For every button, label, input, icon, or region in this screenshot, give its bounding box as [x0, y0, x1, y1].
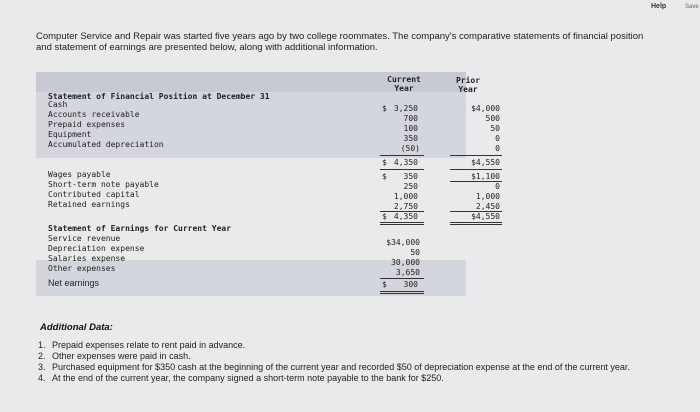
additional-data-title: Additional Data: — [40, 322, 113, 333]
row-label-service-revenue: Service revenue — [48, 234, 121, 243]
list-item-text: Prepaid expenses relate to rent paid in advance. — [52, 340, 246, 350]
note-prior: 0 — [495, 182, 500, 191]
capital-prior: 1,000 — [475, 192, 500, 201]
list-item-text: At the end of the current year, the company signed a short-term note payable to the bank for $250. — [52, 373, 444, 383]
row-label-retained-earnings: Retained earnings — [48, 200, 130, 209]
additional-data-list — [38, 340, 678, 384]
net-earnings-dollar-sign: $ — [382, 280, 387, 289]
row-label-short-term-note: Short-term note payable — [48, 180, 159, 189]
list-item-number: 4. — [38, 373, 46, 383]
wages-line-prior — [450, 181, 502, 182]
prepaid-prior: 50 — [490, 124, 500, 133]
wages-prior: $1,100 — [471, 172, 500, 181]
accum-dep-prior: 0 — [495, 144, 500, 153]
ar-prior: 500 — [485, 114, 500, 123]
wages-current: 350 — [403, 172, 418, 181]
salaries-expense-current: 30,000 — [391, 258, 420, 267]
service-revenue-current: $34,000 — [386, 238, 420, 247]
wages-dollar-sign: $ — [382, 172, 387, 181]
row-label-cash: Cash — [48, 100, 68, 109]
problem-intro: Computer Service and Repair was started five years ago by two college roommates. The company's comparative statements of financial position and statement of earnings are presented below, along with additional information. — [36, 31, 644, 53]
total-le-dollar-sign: $ — [382, 212, 387, 221]
total-le-double-line-prior — [450, 222, 502, 223]
net-earnings-double-line-2 — [380, 293, 424, 294]
row-label-accumulated-depreciation: Accumulated depreciation — [48, 140, 164, 149]
cash-dollar-sign: $ — [382, 104, 387, 113]
ar-current: 700 — [403, 114, 418, 123]
list-item — [38, 340, 678, 351]
total-assets-dollar-sign: $ — [382, 158, 387, 167]
financial-statements-table — [36, 66, 500, 296]
list-item — [38, 351, 678, 362]
row-label-other-expenses: Other expenses — [48, 264, 116, 273]
list-item-text: Other expenses were paid in cash. — [52, 351, 191, 361]
save-link[interactable]: Save — [685, 4, 699, 10]
total-le-double-line-current-2 — [380, 224, 424, 225]
retained-current: 2,750 — [393, 202, 418, 211]
row-label-net-earnings: Net earnings — [48, 278, 100, 288]
equipment-current: 350 — [403, 134, 418, 143]
depreciation-expense-current: 50 — [410, 248, 420, 257]
accum-dep-current: (50) — [400, 144, 420, 153]
capital-current: 1,000 — [393, 192, 418, 201]
row-label-depreciation-expense: Depreciation expense — [48, 244, 145, 253]
total-assets-current: 4,350 — [393, 158, 418, 167]
total-assets-line-prior — [450, 169, 502, 170]
total-assets-prior: $4,550 — [471, 158, 500, 167]
other-expenses-current: 3,650 — [395, 268, 420, 277]
net-earnings-top-line — [380, 278, 424, 279]
total-assets-line-current — [380, 169, 424, 170]
row-label-contributed-capital: Contributed capital — [48, 190, 140, 199]
list-item-number: 3. — [38, 362, 46, 372]
soe-title: Statement of Earnings for Current Year — [48, 224, 232, 233]
sfp-title: Statement of Financial Position at December 31 — [48, 92, 270, 101]
prior-year-header: Prior Year — [455, 76, 481, 94]
list-item-text: Purchased equipment for $350 cash at the beginning of the current year and recorded $50 of depreciation expense at the end of the current year. — [52, 362, 630, 372]
current-year-header: Current Year — [387, 75, 421, 93]
assets-subtotal-line-current — [380, 155, 424, 156]
row-label-wages-payable: Wages payable — [48, 170, 111, 179]
row-label-accounts-receivable: Accounts receivable — [48, 110, 140, 119]
assets-subtotal-line-prior — [450, 155, 502, 156]
help-link[interactable]: Help — [651, 3, 667, 10]
list-item-number: 1. — [38, 340, 46, 350]
row-label-prepaid-expenses: Prepaid expenses — [48, 120, 126, 129]
total-le-prior: $4,550 — [471, 212, 500, 221]
total-le-double-line-current — [380, 222, 424, 223]
total-le-double-line-prior-2 — [450, 224, 502, 225]
net-earnings-double-line — [380, 291, 424, 292]
equipment-prior: 0 — [495, 134, 500, 143]
top-toolbar — [0, 0, 700, 14]
list-item — [38, 373, 678, 384]
net-earnings-current: 300 — [403, 280, 418, 289]
cash-prior: $4,000 — [471, 104, 500, 113]
list-item — [38, 362, 678, 373]
row-label-equipment: Equipment — [48, 130, 92, 139]
row-label-salaries-expense: Salaries expense — [48, 254, 126, 263]
list-item-number: 2. — [38, 351, 46, 361]
note-current: 250 — [403, 182, 418, 191]
total-le-current: 4,350 — [393, 212, 418, 221]
retained-prior: 2,450 — [475, 202, 500, 211]
prepaid-current: 100 — [403, 124, 418, 133]
cash-current: 3,250 — [393, 104, 418, 113]
